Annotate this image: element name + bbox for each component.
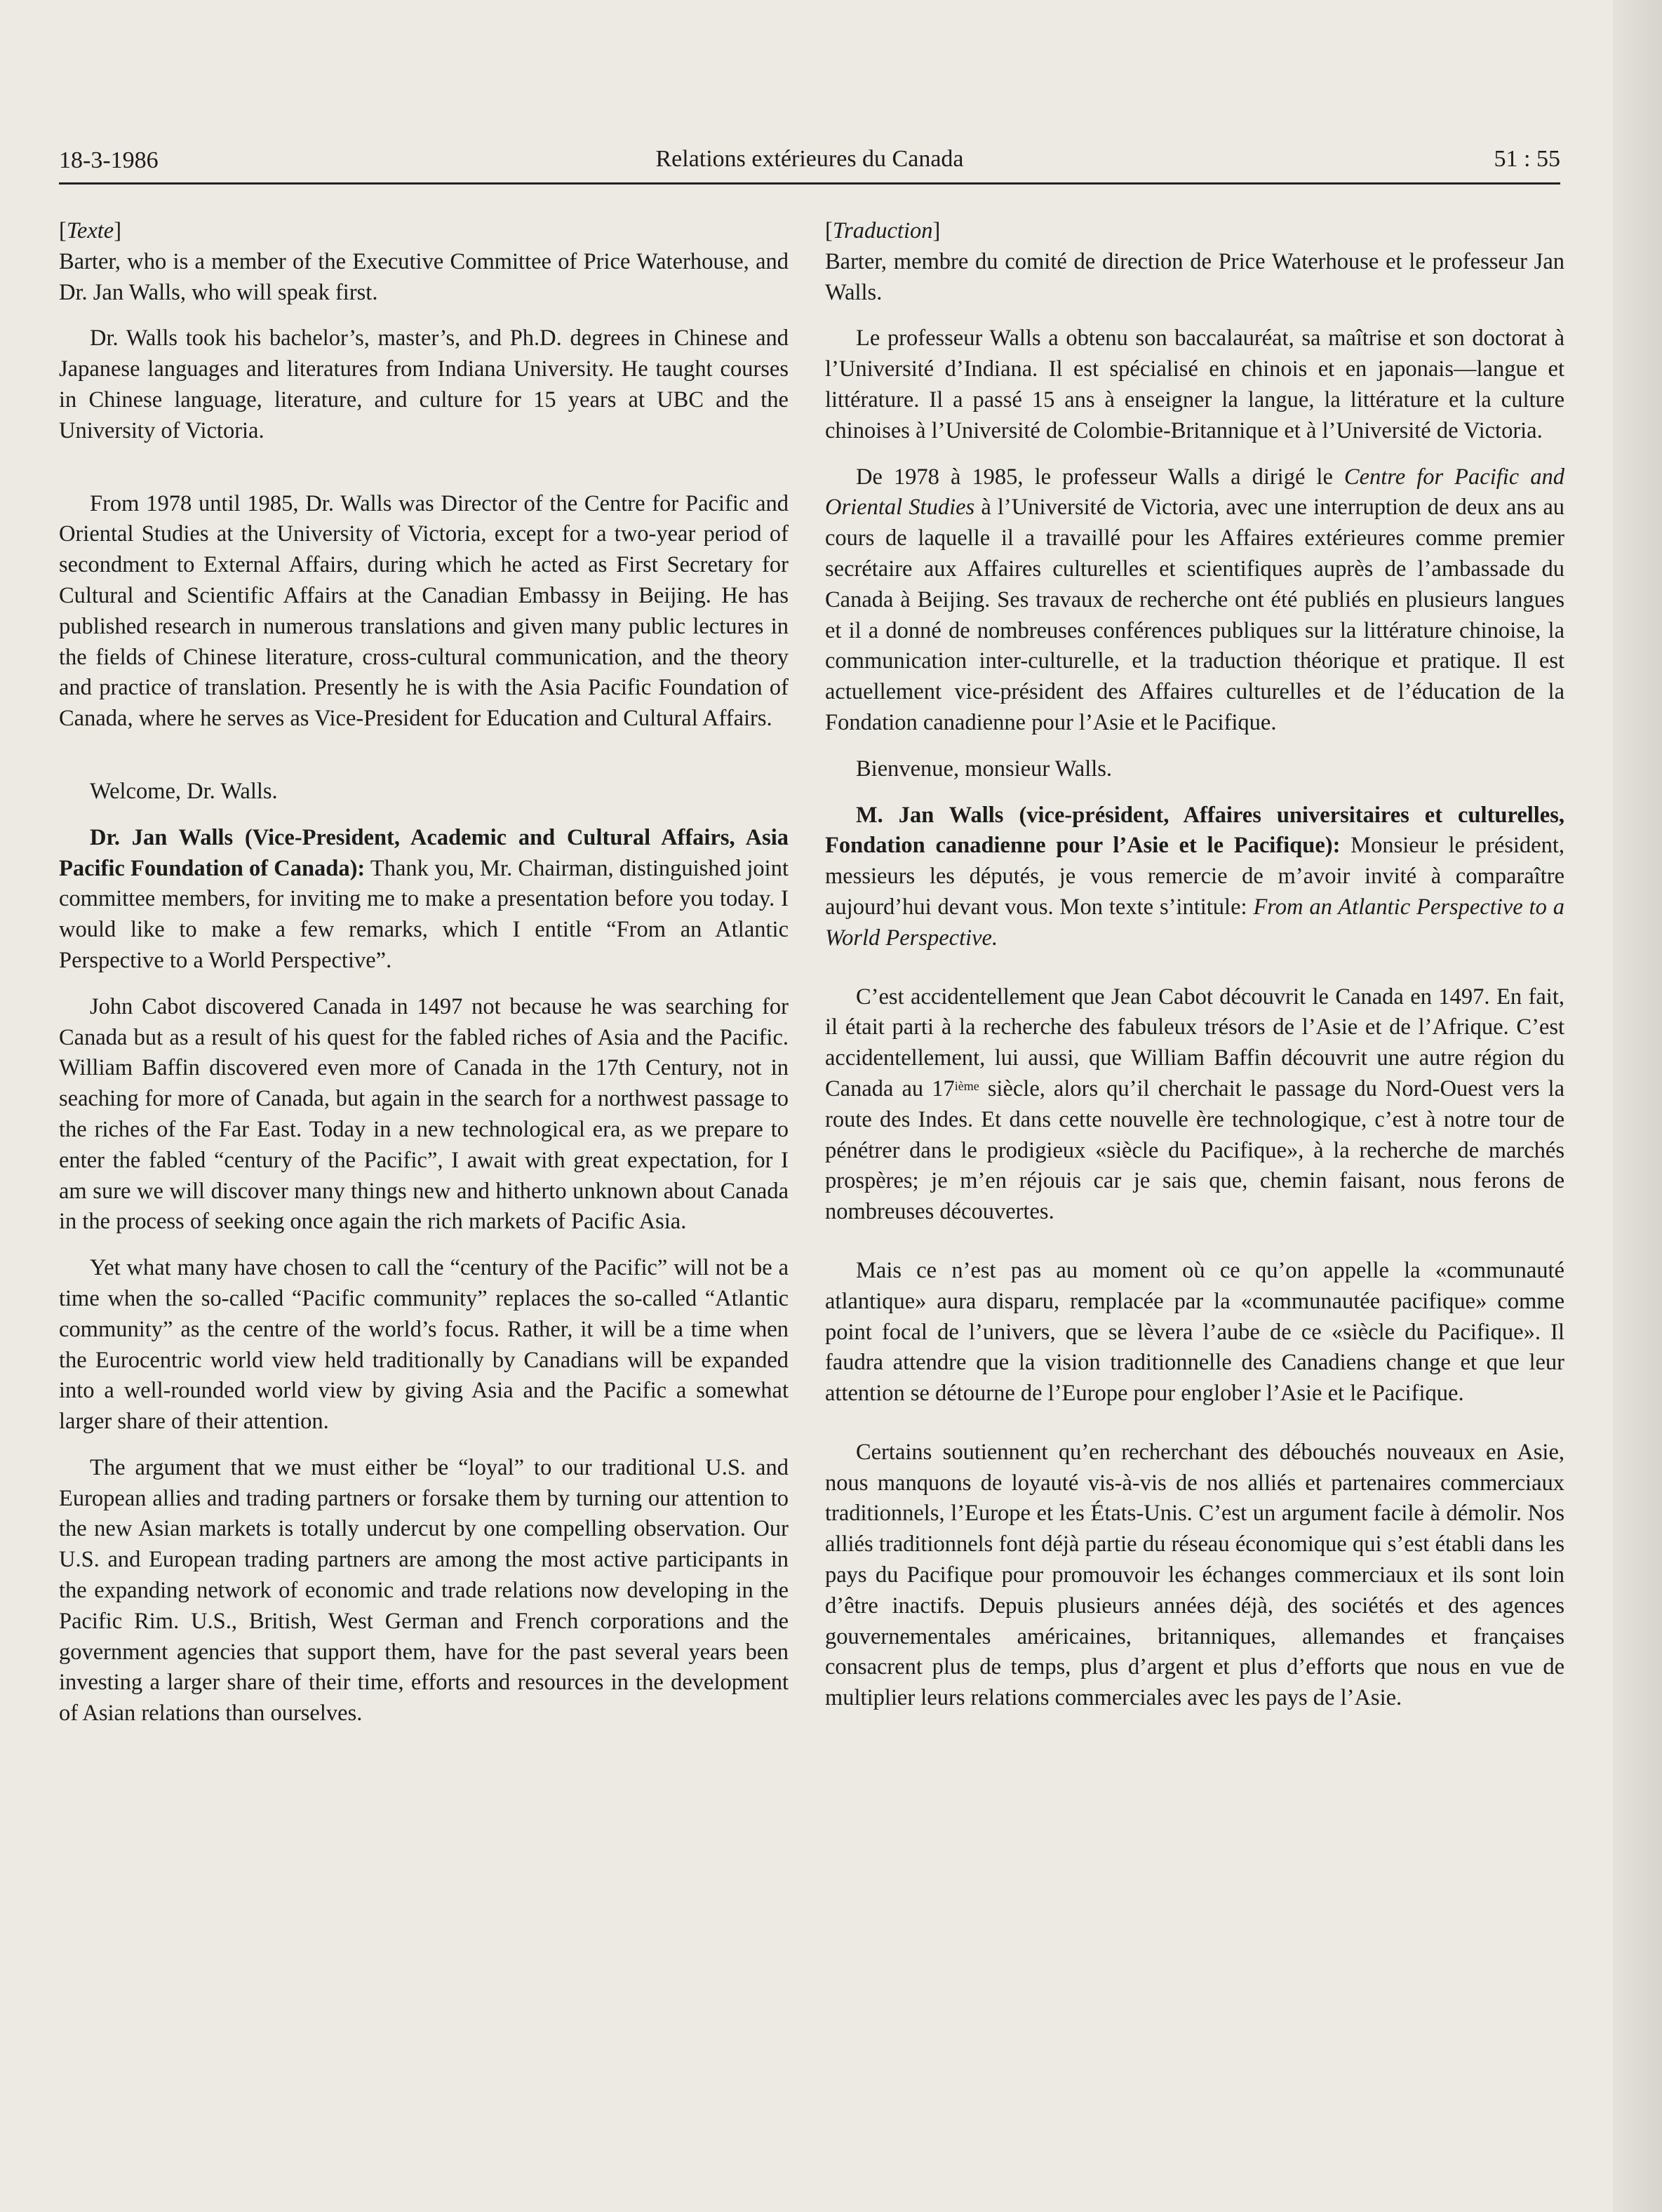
paragraph: Barter, membre du comité de direction de Price Waterhouse et le professeur Jan Walls.	[825, 248, 1564, 305]
paragraph: Certains soutiennent qu’en recherchant des débouchés nouveaux en Asie, nous manquons de loyauté vis-à-vis de nos alliés et partenaires commerciaux traditionnels, l’Europe et les États-Unis. C’est un argument facile à démolir. Nos alliés traditionnels font déjà partie du réseau économique qui s’est établi dans les pays du Pacifique pour promouvoir les échanges commerciaux et ils sont loin d’être inactifs. Depuis plusieurs années déjà, des sociétés et des agences gouvernementales américaines, britanniques, allemandes et françaises consacrent plus de temps, plus d’argent et plus d’efforts que nous en vue de multiplier leurs relations commerciales avec les pays de l’Asie.	[825, 1439, 1564, 1711]
column-label-text: Texte	[66, 218, 114, 243]
paragraph: The argument that we must either be “loyal” to our traditional U.S. and European allies and trading partners or forsake them by turning our attention to the new Asian markets is totally undercut by one compelling observation. Our U.S. and European trading partners are among the most active participants in the expanding network of economic and trade relations now developing in the Pacific Rim. U.S., British, West German and French corporations and the government agencies that support them, have for the past several years been investing a larger share of their time, efforts and resources in the development of Asian relations than ourselves.	[59, 1454, 789, 1727]
text-span: siècle, alors qu’il cherchait le passage du Nord-Ouest vers la route des Indes. Et dans cette nouvelle ère technologique, c’est à notre tour de pénétrer dans le prodigieux «siècle du Pacifique», à la recherche de marchés prospères; je m’en réjouis car je sais que, chemin faisant, nous ferons de nombreuses découvertes.	[825, 1075, 1564, 1225]
paragraph	[825, 462, 1564, 739]
header-page-number: 51 : 55	[1494, 146, 1560, 172]
english-column	[59, 216, 789, 1745]
column-label: [Traduction]	[825, 218, 941, 243]
column-label-text: Traduction	[832, 218, 933, 243]
page-header	[59, 143, 1560, 185]
paragraph: Welcome, Dr. Walls.	[90, 778, 278, 804]
paragraph: Bienvenue, monsieur Walls.	[856, 756, 1113, 782]
paragraph	[825, 982, 1564, 1228]
superscript: ième	[954, 1078, 979, 1093]
paragraph: Yet what many have chosen to call the “century of the Pacific” will not be a time when the so-called “Pacific community” replaces the so-called “Atlantic community” as the centre of the world’s focus. Rather, it will be a time when the Eurocentric world view held traditionally by Canadians will be expanded into a well-rounded world view by giving Asia and the Pacific a somewhat larger share of their attention.	[59, 1255, 789, 1435]
italic-title: From an Atlantic Perspective to a World Perspective.	[825, 894, 1564, 951]
speaker-name: Dr. Jan Walls (Vice-President, Academic and Cultural Affairs, Asia Pacific Foundation of Canada):	[59, 824, 789, 881]
paragraph: Dr. Walls took his bachelor’s, master’s, and Ph.D. degrees in Chinese and Japanese languages and literatures from Indiana University. He taught courses in Chinese language, literature, and culture for 15 years at UBC and the University of Victoria.	[59, 326, 789, 443]
text-span: C’est accidentellement que Jean Cabot découvrit le Canada en 1497. En fait, il était parti à la recherche des fabuleux trésors de l’Asie et de l’Afrique. C’est accidentellement, lui aussi, que William Baffin découvrit une autre région du Canada au 17	[825, 984, 1564, 1101]
paragraph: Barter, who is a member of the Executive Committee of Price Waterhouse, and Dr. Jan Walls, who will speak first.	[59, 248, 789, 305]
paragraph: From 1978 until 1985, Dr. Walls was Director of the Centre for Pacific and Oriental Studies at the University of Victoria, except for a two-year period of secondment to External Affairs, during which he acted as First Secretary for Cultural and Scientific Affairs at the Canadian Embassy in Beijing. He has published research in numerous translations and given many public lectures in the fields of Chinese literature, cross-cultural communication, and the theory and practice of translation. Presently he is with the Asia Pacific Foundation of Canada, where he serves as Vice-President for Education and Cultural Affairs.	[59, 490, 789, 732]
paragraph: Mais ce n’est pas au moment où ce qu’on appelle la «communauté atlantique» aura disparu, remplacée par la «communautée pacifique» comme point focal de l’univers, que se lèvera l’aube de ce «siècle du Pacifique». Il faudra attendre que la vision traditionnelle des Canadiens change et que leur attention se détourne de l’Europe pour englober l’Asie et le Pacifique.	[825, 1257, 1564, 1407]
italic-title: Centre for Pacific and Oriental Studies	[825, 464, 1564, 521]
speech-text: Monsieur le président, messieurs les députés, je vous remercie de m’avoir invité à comparaître aujourd’hui devant vous. Mon texte s’intitule:	[825, 833, 1564, 920]
speaker-paragraph	[59, 823, 789, 977]
header-title: Relations extérieures du Canada	[655, 146, 964, 172]
page-edge-shadow	[1613, 0, 1662, 2212]
speaker-paragraph	[825, 800, 1564, 954]
paragraph: John Cabot discovered Canada in 1497 not because he was searching for Canada but as a result of his quest for the fabled riches of Asia and the Pacific. William Baffin discovered even more of Canada in the 17th Century, not in seaching for more of Canada, but again in the search for a northwest passage to the riches of the Far East. Today in a new technological era, as we prepare to enter the fabled “century of the Pacific”, I await with great expectation, for I am sure we will discover many things new and hitherto unknown about Canada in the process of seeking once again the rich markets of Pacific Asia.	[59, 993, 789, 1235]
speaker-name: M. Jan Walls (vice-président, Affaires universitaires et culturelles, Fondation canadienne pour l’Asie et le Pacifique):	[825, 802, 1564, 859]
header-date: 18-3-1986	[59, 147, 159, 173]
text-span: De 1978 à 1985, le professeur Walls a dirigé le	[856, 464, 1344, 490]
text-span: à l’Université de Victoria, avec une interruption de deux ans au cours de laquelle il a travaillé pour les Affaires extérieures comme premier secrétaire aux Affaires culturelles et scientifiques auprès de l’ambassade du Canada à Beijing. Ses travaux de recherche ont été publiés en plusieurs langues et il a donné de nombreuses conférences publiques sur la littérature chinoise, la communication inter-culturelle, et la traduction théorique et pratique. Il est actuellement vice-président des Affaires culturelles et de l’éducation de la Fondation canadienne pour l’Asie et le Pacifique.	[825, 495, 1564, 735]
paragraph: Le professeur Walls a obtenu son baccalauréat, sa maîtrise et son doctorat à l’Université d’Indiana. Il est spécialisé en chinois et en japonais—langue et littérature. Il a passé 15 ans à enseigner la langue, la littérature et la culture chinoises à l’Université de Colombie-Britannique et à l’Université de Victoria.	[825, 326, 1564, 443]
column-label: [Texte]	[59, 218, 122, 243]
french-column	[825, 216, 1564, 1729]
speech-text: Thank you, Mr. Chairman, distinguished joint committee members, for inviting me to make a presentation before you today. I would like to make a few remarks, which I entitle “From an Atlantic Perspective to a World Perspective”.	[59, 855, 789, 973]
